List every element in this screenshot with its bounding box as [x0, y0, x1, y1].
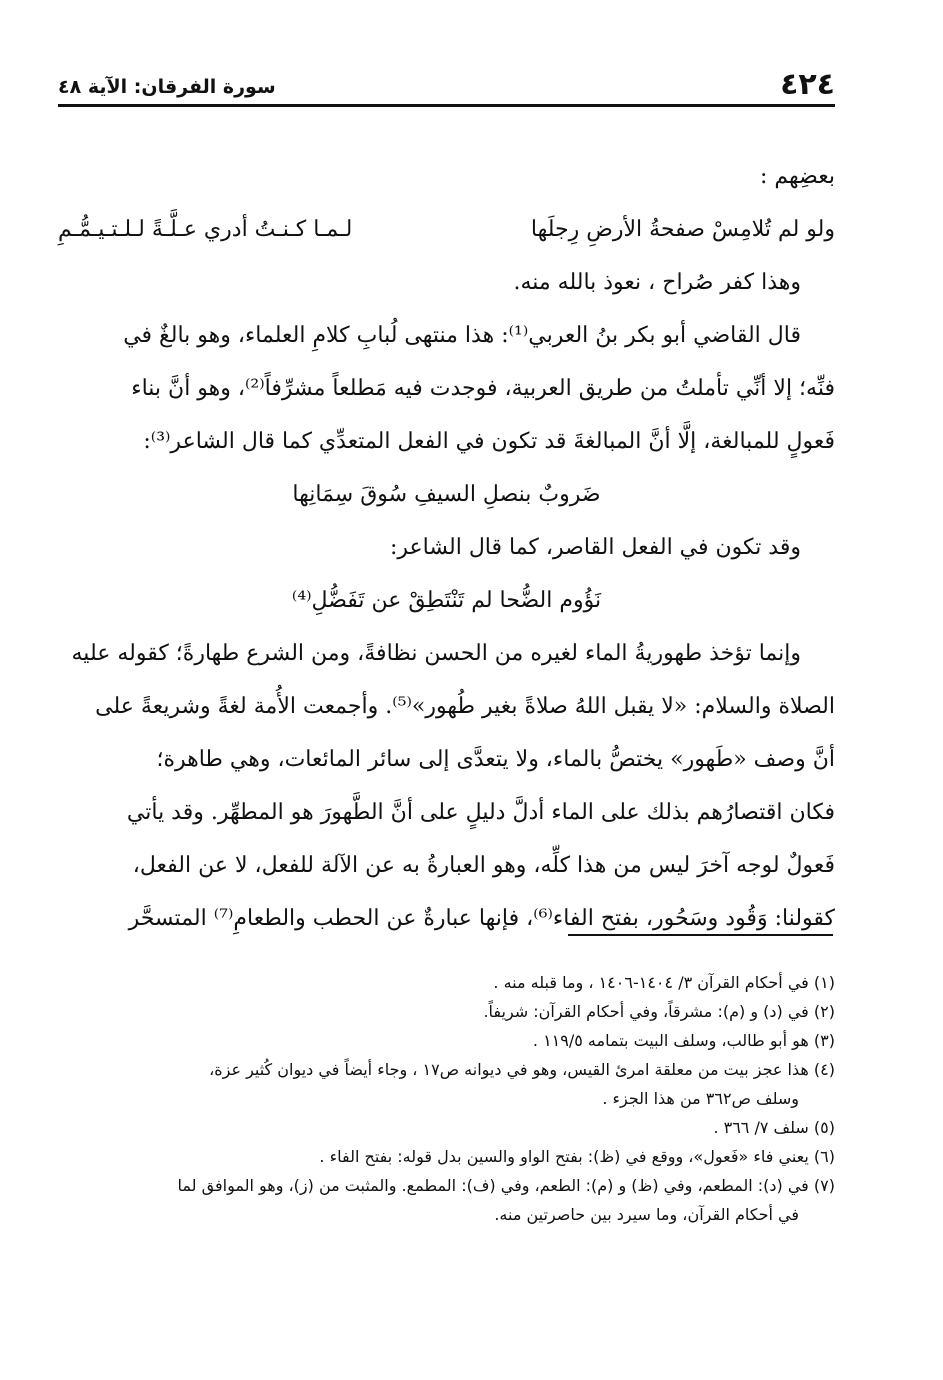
- text-line: وإنما تؤخذ طهوريةُ الماء لغيره من الحسن نظافةً، ومن الشرع طهارةً؛ كقوله عليه: [71, 641, 801, 666]
- verse-second-hemistich: لـمـا كـنـتُ أدري عـلَّـةً لـلـتـيـمُّـمِ: [58, 217, 353, 242]
- text-line: الصلاة والسلام: «لا يقبل اللهُ صلاةً بغير طُهور»⁽⁵⁾. وأجمعت الأُمة لغةً وشريعةً على: [95, 694, 835, 719]
- main-text: [58, 150, 835, 945]
- footnote-rule: [568, 934, 833, 936]
- poetry-half-verse: نَؤُوم الضُّحا لم تَنْتَطِقْ عن تَفَضُّلِ⁽⁴⁾: [291, 588, 602, 613]
- text-line: كقولنا: وَقُود وسَحُور، بفتح الفاء⁽⁶⁾، فإنها عبارةٌ عن الحطب والطعامِ⁽⁷⁾ المتسحَّر: [128, 906, 835, 931]
- footnote-continuation: وسلف ص٣٦٢ من هذا الجزء .: [602, 1089, 799, 1108]
- text-line: بعضِهم :: [759, 164, 835, 189]
- poetry-half-verse: ضَروبٌ بنصلِ السيفِ سُوقَ سِمَانِها: [292, 482, 601, 507]
- text-line: أنَّ وصف «طَهور» يختصُّ بالماء، ولا يتعدَّى إلى سائر المائعات، وهي طاهرة؛: [156, 747, 835, 772]
- page-number: ٤٢٤: [780, 67, 835, 102]
- footnotes: [58, 968, 835, 1229]
- text-line: وهذا كفر صُراح ، نعوذ بالله منه.: [513, 270, 801, 295]
- footnote: (٥) سلف ٧/ ٣٦٦ .: [713, 1118, 835, 1137]
- running-title: سورة الفرقان: الآية ٤٨: [58, 76, 276, 98]
- footnote: (٧) في (د): المطعم، وفي (ظ) و (م): الطعم، وفي (ف): المطمع. والمثبت من (ز)، وهو الموافق لما: [177, 1176, 835, 1195]
- text-line: فَعولٍ للمبالغة، إلَّا أنَّ المبالغةَ قد تكون في الفعل المتعدِّي كما قال الشاعر⁽³⁾:: [143, 429, 835, 454]
- text-line: قال القاضي أبو بكر بنُ العربي⁽¹⁾: هذا منتهى لُبابِ كلامِ العلماء، وهو بالغٌ في: [123, 323, 801, 348]
- page-header: [58, 66, 835, 102]
- footnote: (١) في أحكام القرآن ٣/ ١٤٠٤-١٤٠٦ ، وما قبله منه .: [493, 973, 835, 992]
- text-line: فنِّه؛ إلا أنِّي تأملتُ من طريق العربية، فوجدت فيه مَطلعاً مشرِّفاً⁽²⁾، وهو أنَّ بناء: [131, 376, 835, 401]
- text-line: وقد تكون في الفعل القاصر، كما قال الشاعر:: [390, 535, 801, 560]
- footnote: (٤) هذا عجز بيت من معلقة امرئ القيس، وهو في ديوانه ص١٧ ، وجاء أيضاً في ديوان كُثير عزة،: [209, 1060, 835, 1079]
- text-line: فَعولٌ لوجه آخرَ ليس من هذا كلِّه، وهو العبارةُ به عن الآلة للفعل، لا عن الفعل،: [132, 853, 835, 878]
- footnote: (٣) هو أبو طالب، وسلف البيت بتمامه ١١٩/٥ .: [532, 1031, 835, 1050]
- verse-first-hemistich: ولو لم تُلامِسْ صفحةُ الأرضِ رِجلَها: [530, 217, 835, 242]
- poetry-verse: [58, 203, 835, 256]
- header-rule: [58, 104, 835, 107]
- text-line: فكان اقتصارُهم بذلك على الماء أدلَّ دليلٍ على أنَّ الطَّهورَ هو المطهِّر. وقد يأتي: [126, 800, 835, 825]
- footnote-continuation: في أحكام القرآن، وما سيرد بين حاصرتين منه.: [494, 1205, 799, 1224]
- footnote: (٦) يعني فاء «فَعول»، ووقع في (ظ): بفتح الواو والسين بدل قوله: بفتح الفاء .: [319, 1147, 835, 1166]
- footnote: (٢) في (د) و (م): مشرقاً، وفي أحكام القرآن: شريفاً.: [483, 1002, 835, 1021]
